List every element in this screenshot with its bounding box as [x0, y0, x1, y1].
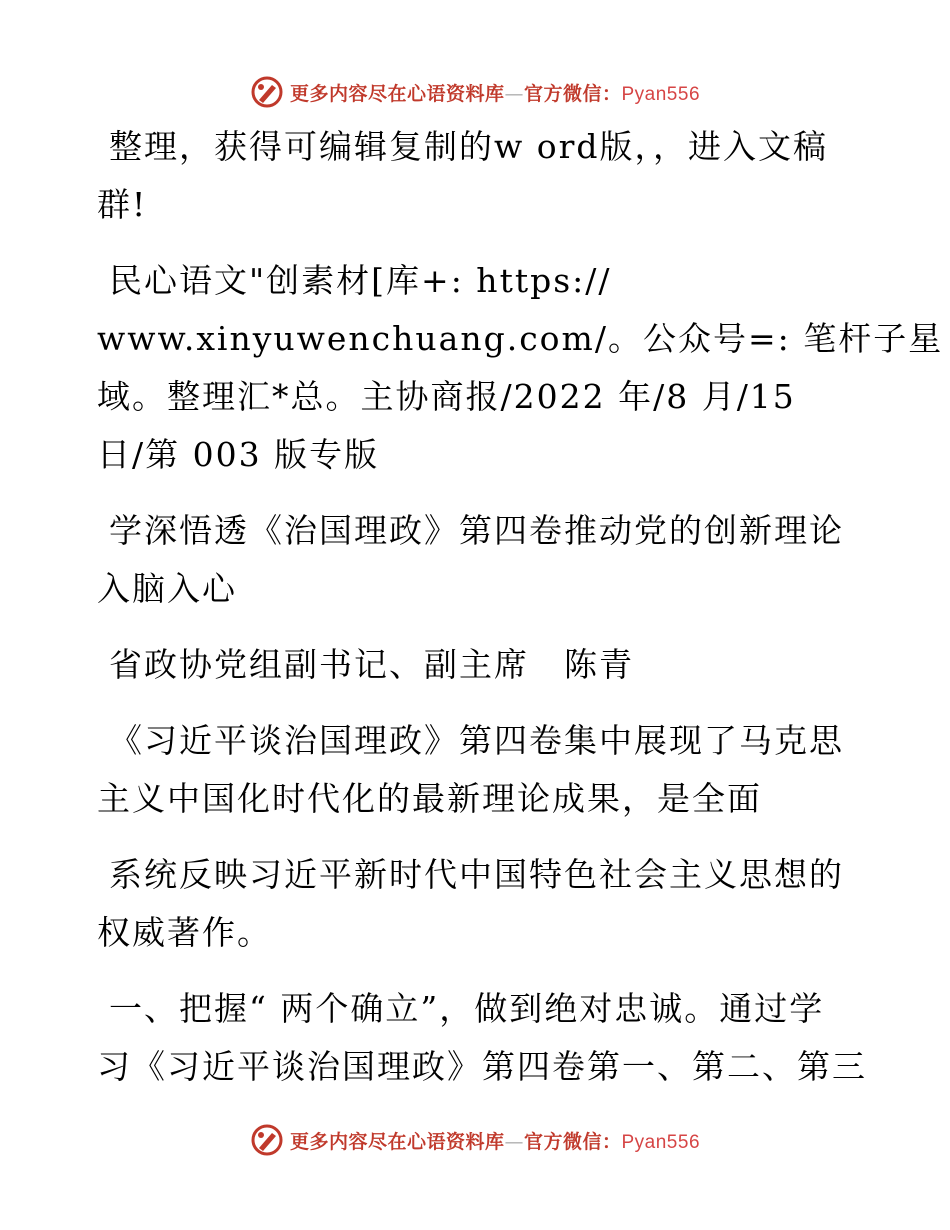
- text-line: 整理，获得可编辑复制的w ord版，，进入文稿: [109, 127, 829, 166]
- text-line: 主义中国化时代化的最新理论成果，是全面: [97, 779, 762, 818]
- pen-logo-icon: [250, 75, 284, 109]
- paragraph-source: [97, 252, 944, 484]
- paragraph-body-2: [97, 846, 857, 962]
- banner-wechat-label: 官方微信：: [523, 82, 622, 105]
- banner-wechat-id: Pyan556: [621, 1131, 701, 1153]
- paragraph-body-3: [97, 980, 867, 1096]
- text-line: 权威著作。: [97, 913, 272, 952]
- banner-dash: —: [504, 1130, 524, 1153]
- header-watermark-banner: [0, 70, 950, 114]
- banner-wechat-id: Pyan556: [621, 83, 701, 105]
- text-line: 群!: [97, 185, 148, 224]
- document-body: [97, 118, 944, 1114]
- banner-main-text: 更多内容尽在心语资料库: [289, 82, 505, 105]
- banner-dash: —: [504, 82, 524, 105]
- banner-text: [290, 79, 700, 106]
- banner-text: [290, 1127, 700, 1154]
- text-line: 域。整理汇*总。主协商报/2022 年/8 月/15: [97, 377, 796, 416]
- banner-main-text: 更多内容尽在心语资料库: [289, 1130, 505, 1153]
- text-line: 学深悟透《治国理政》第四卷推动党的创新理论: [109, 511, 844, 550]
- text-line: 省政协党组副书记、副主席 陈青: [109, 645, 634, 684]
- paragraph-intro: [97, 118, 857, 234]
- article-author: [97, 636, 857, 694]
- text-line: 一、把握“ 两个确立”，做到绝对忠诚。通过学: [109, 989, 825, 1028]
- banner-wechat-label: 官方微信：: [523, 1130, 622, 1153]
- text-line: 习《习近平谈治国理政》第四卷第一、第二、第三: [97, 1047, 867, 1086]
- paragraph-body-1: [97, 712, 857, 828]
- text-line: 入脑入心: [97, 569, 237, 608]
- text-line: www.xinyuwenchuang.com/。公众号=: 笔杆子星: [97, 319, 944, 358]
- text-line: 民心语文"创素材[库+: https://: [109, 261, 612, 300]
- pen-logo-icon: [250, 1123, 284, 1157]
- text-line: 日/第 003 版专版: [97, 435, 380, 474]
- article-title: [97, 502, 857, 618]
- footer-watermark-banner: [0, 1118, 950, 1162]
- text-line: 系统反映习近平新时代中国特色社会主义思想的: [109, 855, 844, 894]
- text-line: 《习近平谈治国理政》第四卷集中展现了马克思: [109, 721, 844, 760]
